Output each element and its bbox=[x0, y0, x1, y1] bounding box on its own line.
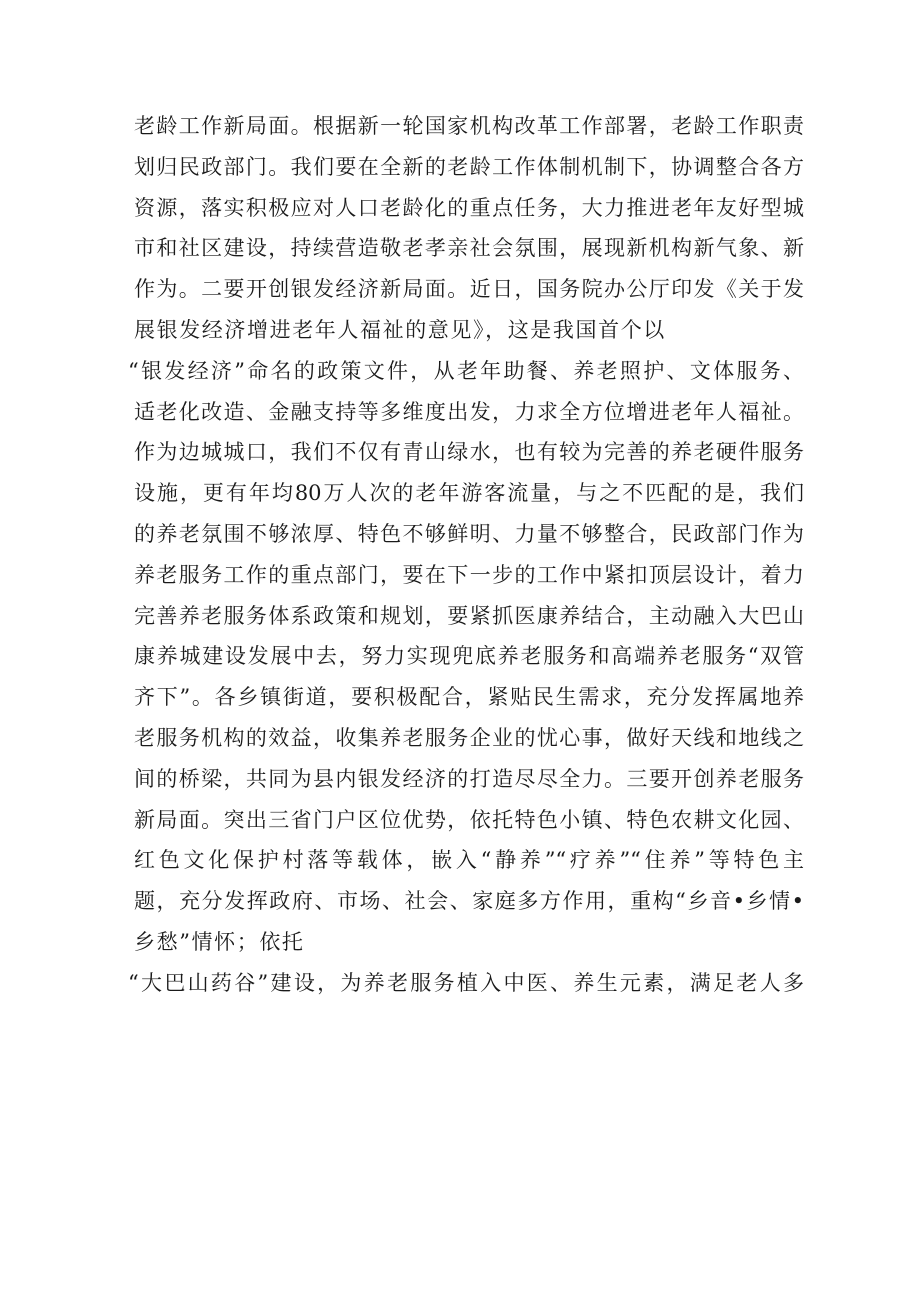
text-line: 题，充分发挥政府、市场、社会、家庭多方作用，重构“乡音•乡情• bbox=[134, 889, 804, 914]
text-line: 适老化改造、金融支持等多维度出发，力求全方位增进老年人福祉。 bbox=[134, 399, 804, 424]
body-text bbox=[128, 106, 804, 1004]
text-line: 康养城建设发展中去，努力实现兜底养老服务和高端养老服务“双管 bbox=[134, 644, 804, 669]
text-line: 养老服务工作的重点部门，要在下一步的工作中紧扣顶层设计，着力 bbox=[134, 562, 804, 587]
text-line: 新局面。突出三省门户区位优势，依托特色小镇、特色农耕文化园、 bbox=[134, 807, 804, 832]
text-line: 乡愁”情怀；依托 bbox=[134, 929, 305, 954]
text-line: “银发经济”命名的政策文件，从老年助餐、养老照护、文体服务、 bbox=[128, 358, 804, 383]
text-line: 资源，落实积极应对人口老龄化的重点任务，大力推进老年友好型城 bbox=[134, 195, 804, 220]
text-line: 设施，更有年均80万人次的老年游客流量，与之不匹配的是，我们 bbox=[134, 481, 804, 506]
text-line: “大巴山药谷”建设，为养老服务植入中医、养生元素，满足老人多 bbox=[128, 970, 804, 995]
text-line: 市和社区建设，持续营造敬老孝亲社会氛围，展现新机构新气象、新 bbox=[134, 236, 804, 261]
text-line: 作为。二要开创银发经济新局面。近日，国务院办公厅印发《关于发 bbox=[134, 277, 804, 302]
text-line: 间的桥梁，共同为县内银发经济的打造尽尽全力。三要开创养老服务 bbox=[134, 766, 804, 791]
text-line: 展银发经济增进老年人福祉的意见》，这是我国首个以 bbox=[134, 317, 666, 342]
text-line: 老龄工作新局面。根据新一轮国家机构改革工作部署，老龄工作职责 bbox=[134, 114, 804, 138]
text-line: 作为边城城口，我们不仅有青山绿水，也有较为完善的养老硬件服务 bbox=[134, 440, 804, 465]
text-line: 完善养老服务体系政策和规划，要紧抓医康养结合，主动融入大巴山 bbox=[134, 603, 804, 628]
text-line: 划归民政部门。我们要在全新的老龄工作体制机制下，协调整合各方 bbox=[134, 154, 804, 179]
text-line: 老服务机构的效益，收集养老服务企业的忧心事，做好天线和地线之 bbox=[134, 725, 804, 750]
text-line: 红色文化保护村落等载体，嵌入“静养”“疗养”“住养”等特色主 bbox=[134, 848, 804, 873]
text-line: 的养老氛围不够浓厚、特色不够鲜明、力量不够整合，民政部门作为 bbox=[134, 521, 804, 546]
text-line: 齐下”。各乡镇街道，要积极配合，紧贴民生需求，充分发挥属地养 bbox=[134, 685, 804, 710]
